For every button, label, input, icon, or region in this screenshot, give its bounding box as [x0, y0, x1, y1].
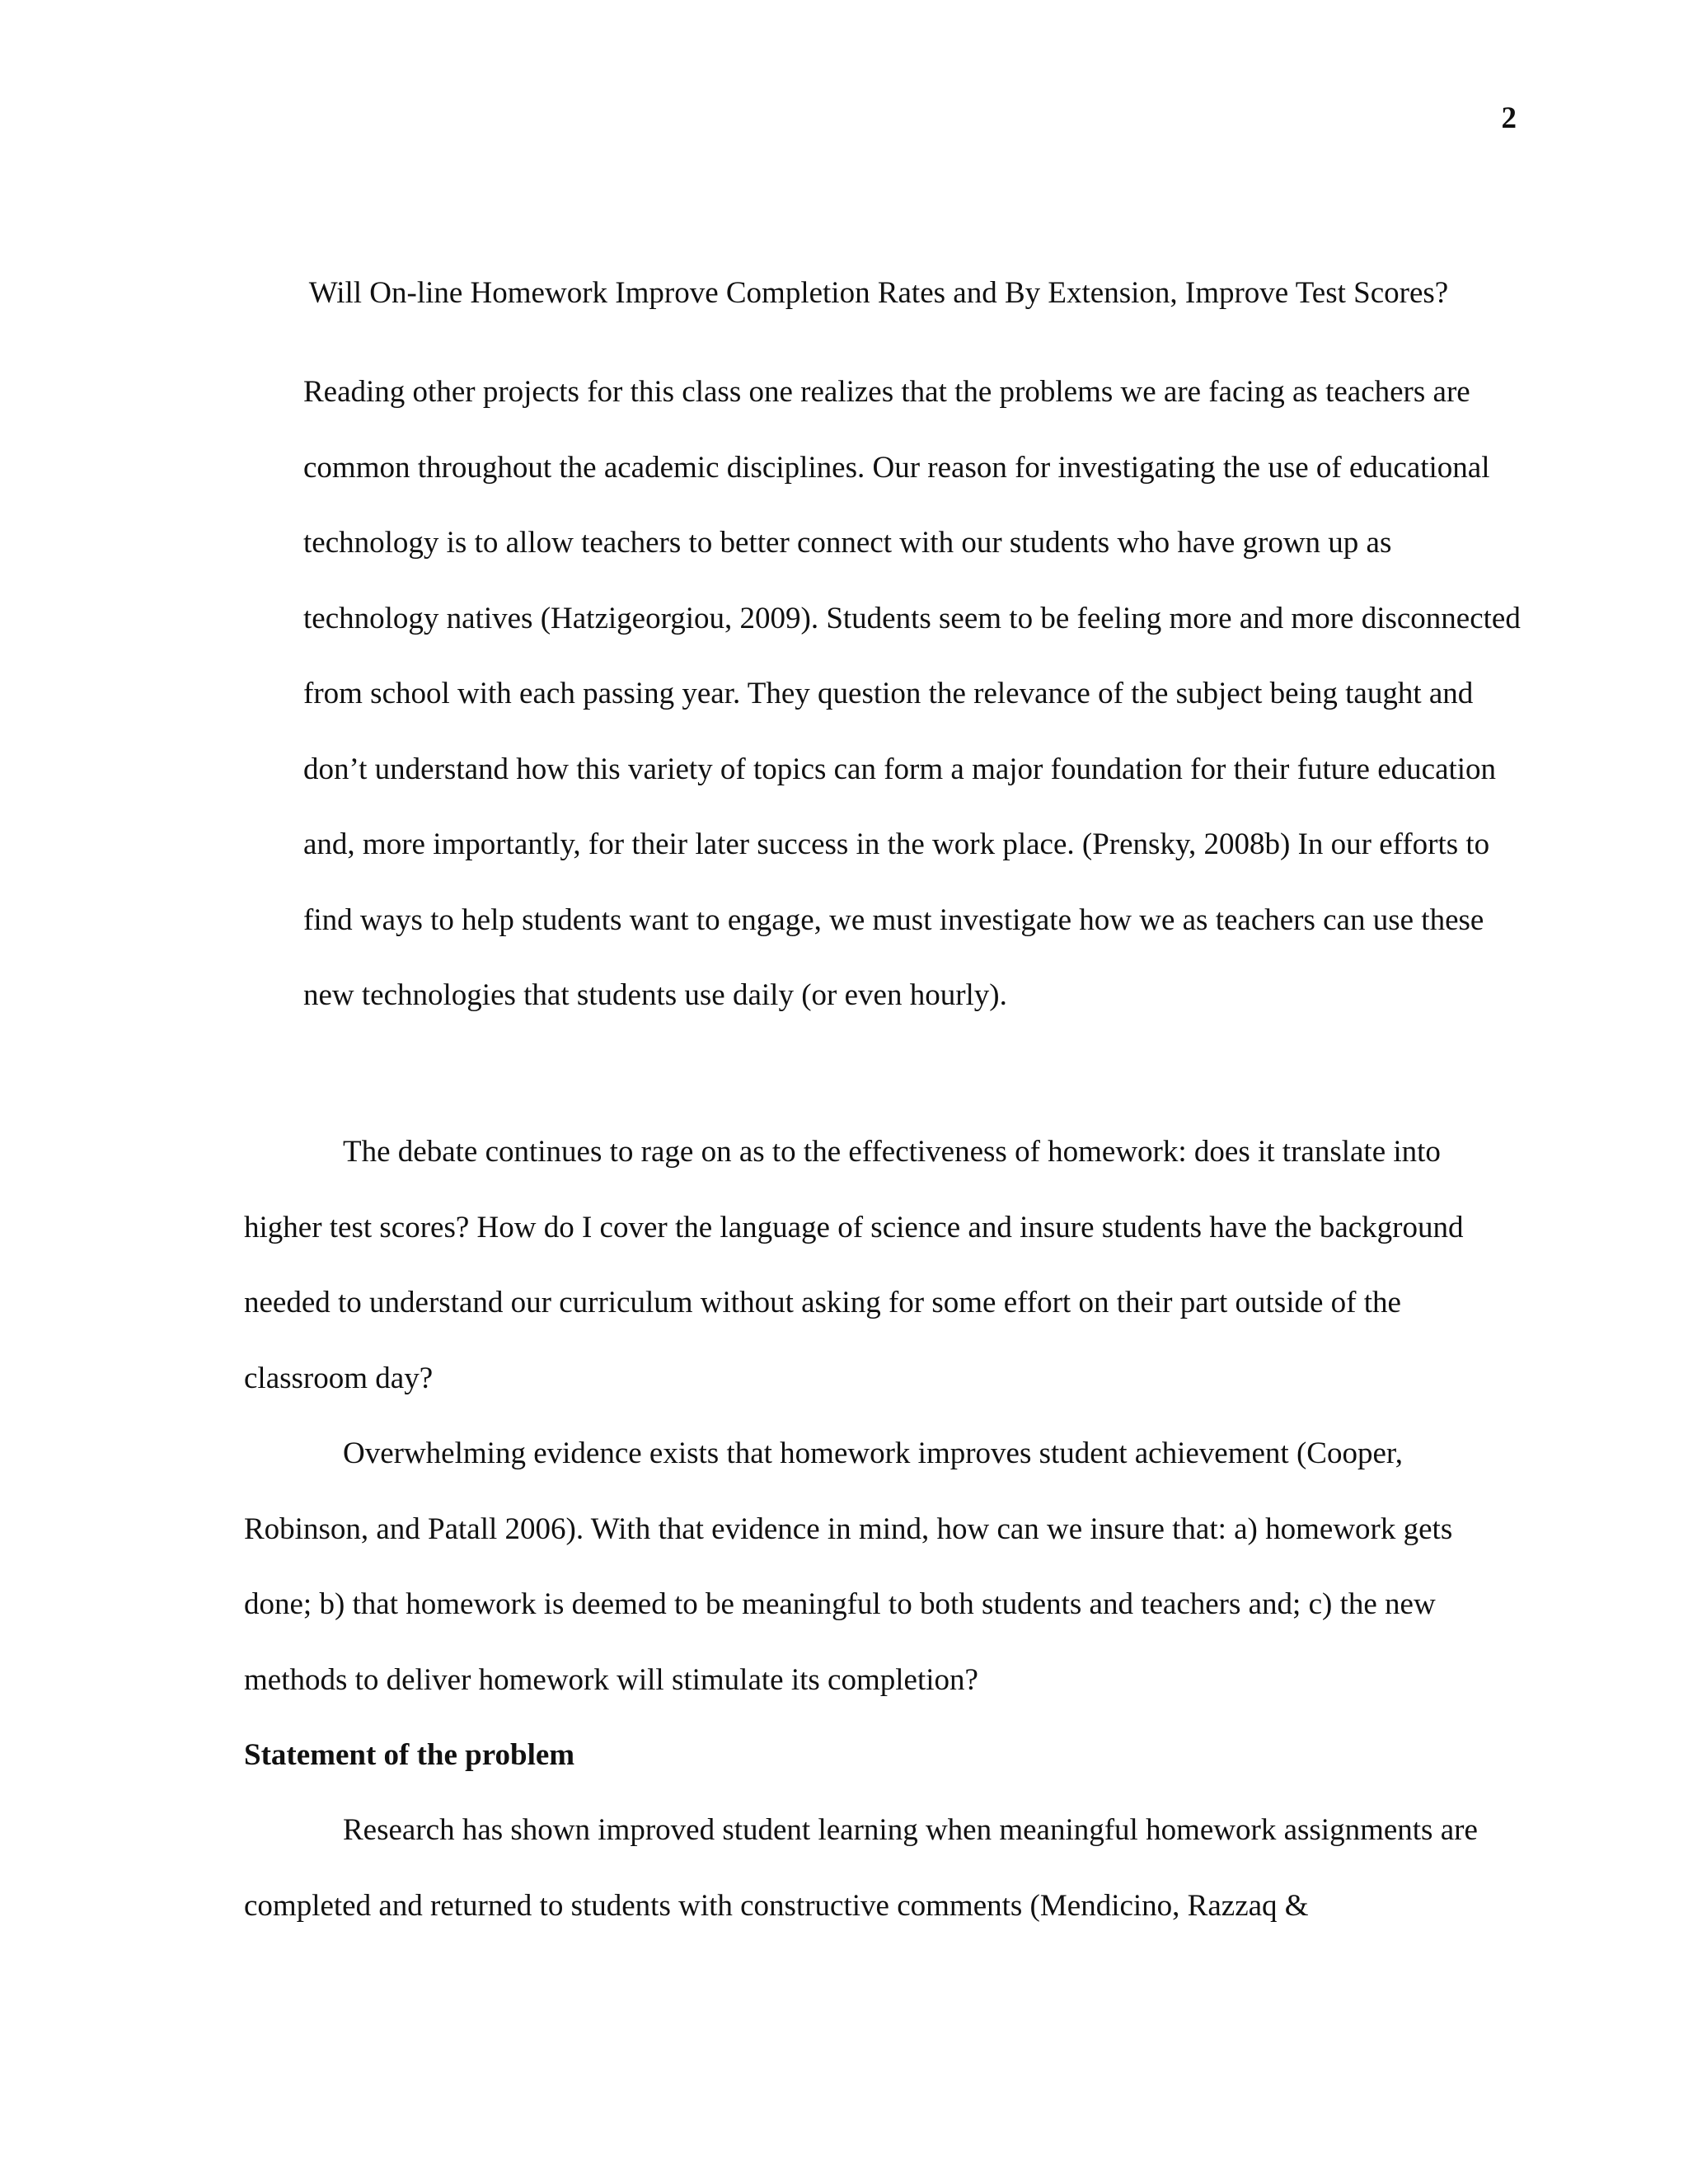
- block-paragraph: Reading other projects for this class one realizes that the problems we are facing as teachers are common throughout the academic disciplines. Our reason for investigating the use of educational technology is to allow teachers to better connect with our students who have grown up as technology natives (Hatzigeorgiou, 2009). Students seem to be feeling more and more disconnected from school with each passing year. They question the relevance of the subject being taught and don’t understand how this variety of topics can form a major foundation for their future education and, more importantly, for their later success in the work place. (Prensky, 2008b) In our efforts to find ways to help students want to engage, we must investigate how we as teachers can use these new technologies that students use daily (or even hourly).: [303, 375, 1521, 1012]
- page-number: 2: [1501, 101, 1517, 135]
- section-heading: Statement of the problem: [244, 1738, 575, 1772]
- paragraph-text: Research has shown improved student learning when meaningful homework assignments are completed and returned to students with constructive comments (Mendicino, Razzaq &: [244, 1813, 1478, 1923]
- body-paragraph-3: [244, 1416, 1513, 1718]
- body-paragraph-2: [244, 1114, 1513, 1416]
- body-paragraph-4: [244, 1793, 1513, 1943]
- paragraph-text: The debate continues to rage on as to the effectiveness of homework: does it translate into higher test scores? How do I cover the language of science and insure students have the background needed to understand our curriculum without asking for some effort on their part outside of the classroom day?: [244, 1135, 1464, 1395]
- document-title: Will On-line Homework Improve Completion Rates and By Extension, Improve Test Scores?: [308, 276, 1449, 310]
- paragraph-text: Overwhelming evidence exists that homework improves student achievement (Cooper, Robinson, and Patall 2006). With that evidence in mind, how can we insure that: a) homework gets done; b) that homework is deemed to be meaningful to both students and teachers and; c) the new methods to deliver homework will stimulate its completion?: [244, 1436, 1453, 1697]
